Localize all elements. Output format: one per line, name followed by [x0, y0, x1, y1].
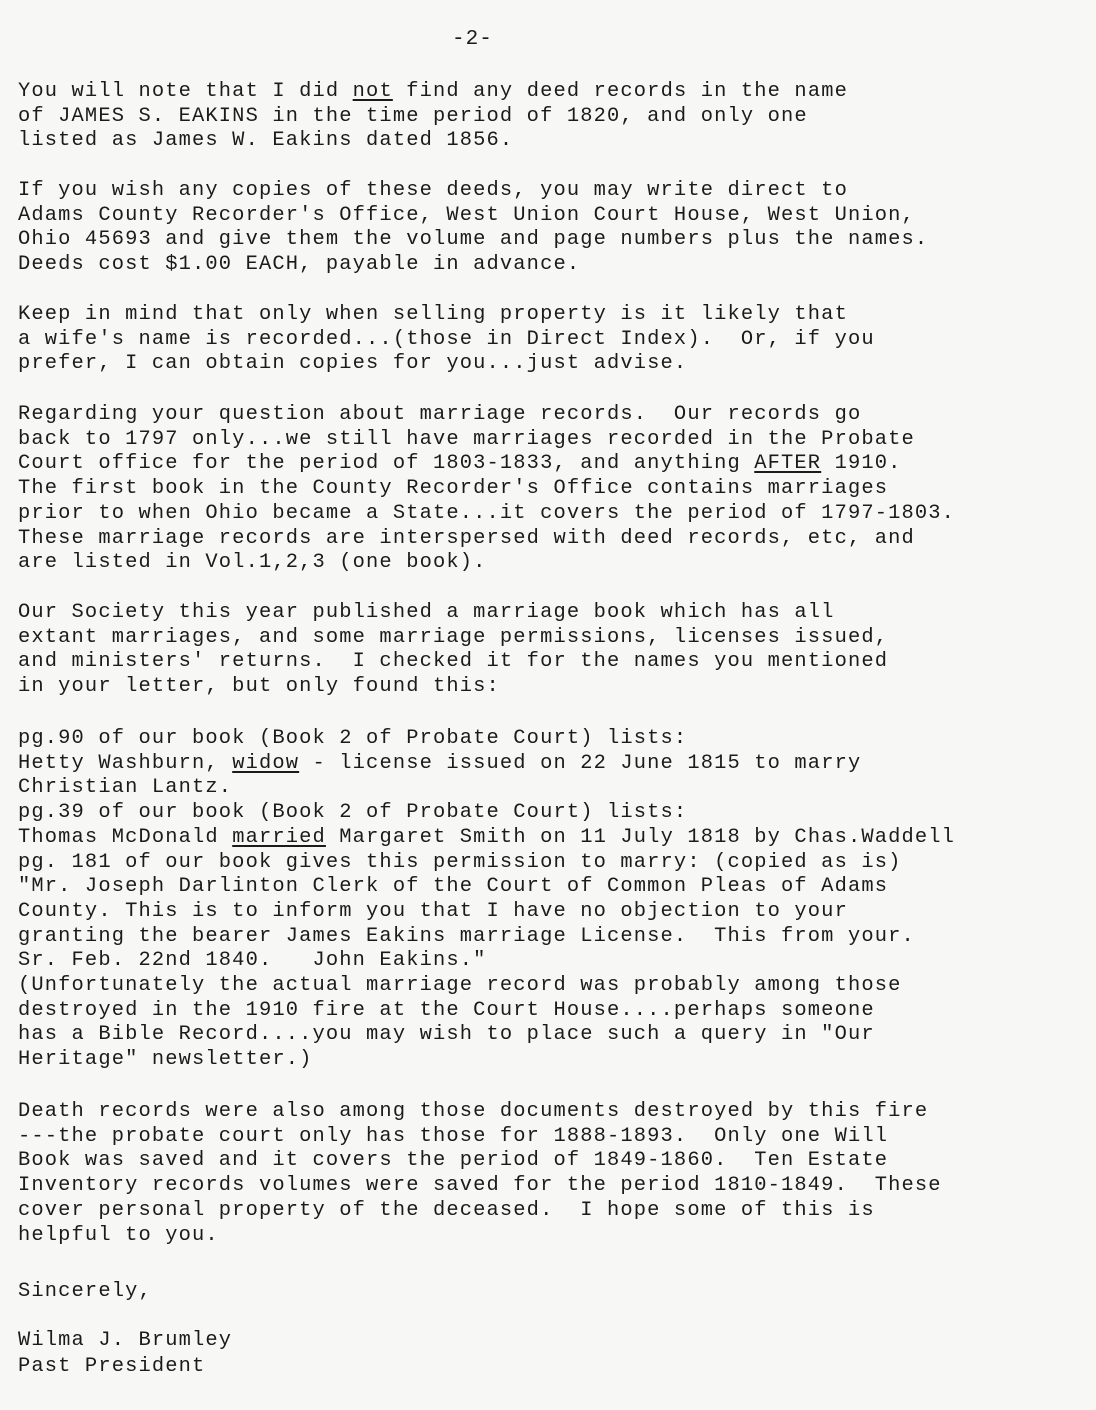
text-line: Inventory records volumes were saved for the period 1810-1849. These: [18, 1174, 942, 1198]
text-segment: You will note that I did: [18, 80, 353, 103]
text-segment: Thomas McDonald: [18, 825, 233, 849]
text-line: and ministers' returns. I checked it for the names you mentioned: [18, 650, 889, 674]
text-line: granting the bearer James Eakins marriage License. This from your.: [18, 924, 915, 948]
underlined-word: widow: [232, 751, 300, 775]
text-line: If you wish any copies of these deeds, you may write direct to: [18, 179, 848, 202]
text-line: Book was saved and it covers the period of 1849-1860. Ten Estate: [18, 1149, 889, 1173]
text-segment: find any deed records in the name: [392, 80, 848, 103]
signer-title: Past President: [18, 1355, 206, 1378]
text-segment: Margaret Smith on 11 July 1818 by Chas.Waddell: [325, 825, 956, 849]
underlined-word: not: [352, 80, 393, 103]
text-segment: Hetty Washburn,: [18, 751, 233, 775]
text-line: [18, 752, 861, 776]
text-line: a wife's name is recorded...(those in Direct Index). Or, if you: [18, 327, 875, 351]
text-line: has a Bible Record....you may wish to place such a query in "Our: [18, 1023, 875, 1047]
text-line: Death records were also among those documents destroyed by this fire: [18, 1100, 929, 1123]
text-line: These marriage records are interspersed with deed records, etc, and: [18, 526, 915, 550]
text-line: in your letter, but only found this:: [18, 675, 500, 699]
text-line: extant marriages, and some marriage permissions, licenses issued,: [18, 625, 889, 649]
text-line: "Mr. Joseph Darlinton Clerk of the Court of Common Pleas of Adams: [18, 875, 889, 899]
text-line: pg.90 of our book (Book 2 of Probate Court) lists:: [18, 727, 688, 750]
text-line: pg. 181 of our book gives this permission to marry: (copied as is): [18, 850, 902, 874]
underlined-word: AFTER: [754, 452, 822, 476]
text-line: Heritage" newsletter.): [18, 1048, 313, 1072]
text-line: Christian Lantz.: [18, 776, 233, 800]
text-line: [18, 452, 902, 476]
text-line: Ohio 45693 and give them the volume and page numbers plus the names.: [18, 228, 929, 252]
text-line: destroyed in the 1910 fire at the Court House....perhaps someone: [18, 998, 875, 1022]
text-line: Our Society this year published a marriage book which has all: [18, 601, 835, 624]
closing: Sincerely,: [18, 1280, 152, 1303]
text-line: Sr. Feb. 22nd 1840. John Eakins.": [18, 949, 487, 973]
text-line: [18, 80, 848, 104]
text-segment: - license issued on 22 June 1815 to marry: [299, 751, 862, 775]
text-line: The first book in the County Recorder's Office contains marriages: [18, 477, 889, 501]
text-segment: Court office for the period of 1803-1833, and anything: [18, 452, 755, 476]
text-line: Keep in mind that only when selling property is it likely that: [18, 303, 848, 326]
text-segment: 1910.: [821, 452, 902, 476]
text-line: helpful to you.: [18, 1223, 219, 1247]
text-line: are listed in Vol.1,2,3 (one book).: [18, 551, 487, 575]
text-line: Deeds cost $1.00 EACH, payable in advance.: [18, 253, 581, 277]
text-line: of JAMES S. EAKINS in the time period of 1820, and only one: [18, 104, 808, 128]
text-line: [18, 826, 955, 850]
text-line: pg.39 of our book (Book 2 of Probate Court) lists:: [18, 801, 688, 825]
text-line: (Unfortunately the actual marriage record was probably among those: [18, 974, 902, 997]
text-line: ---the probate court only has those for 1888-1893. Only one Will: [18, 1124, 889, 1148]
text-line: cover personal property of the deceased. I hope some of this is: [18, 1198, 875, 1222]
signer-name: Wilma J. Brumley: [18, 1329, 233, 1352]
text-line: prefer, I can obtain copies for you...just advise.: [18, 352, 688, 376]
underlined-word: married: [232, 825, 326, 849]
text-line: Regarding your question about marriage records. Our records go: [18, 403, 862, 426]
text-line: listed as James W. Eakins dated 1856.: [18, 129, 514, 153]
text-line: Adams County Recorder's Office, West Union Court House, West Union,: [18, 203, 915, 227]
text-line: prior to when Ohio became a State...it covers the period of 1797-1803.: [18, 501, 956, 525]
page-number: -2-: [452, 28, 493, 51]
text-line: County. This is to inform you that I have no objection to your: [18, 899, 848, 923]
text-line: back to 1797 only...we still have marriages recorded in the Probate: [18, 427, 915, 451]
